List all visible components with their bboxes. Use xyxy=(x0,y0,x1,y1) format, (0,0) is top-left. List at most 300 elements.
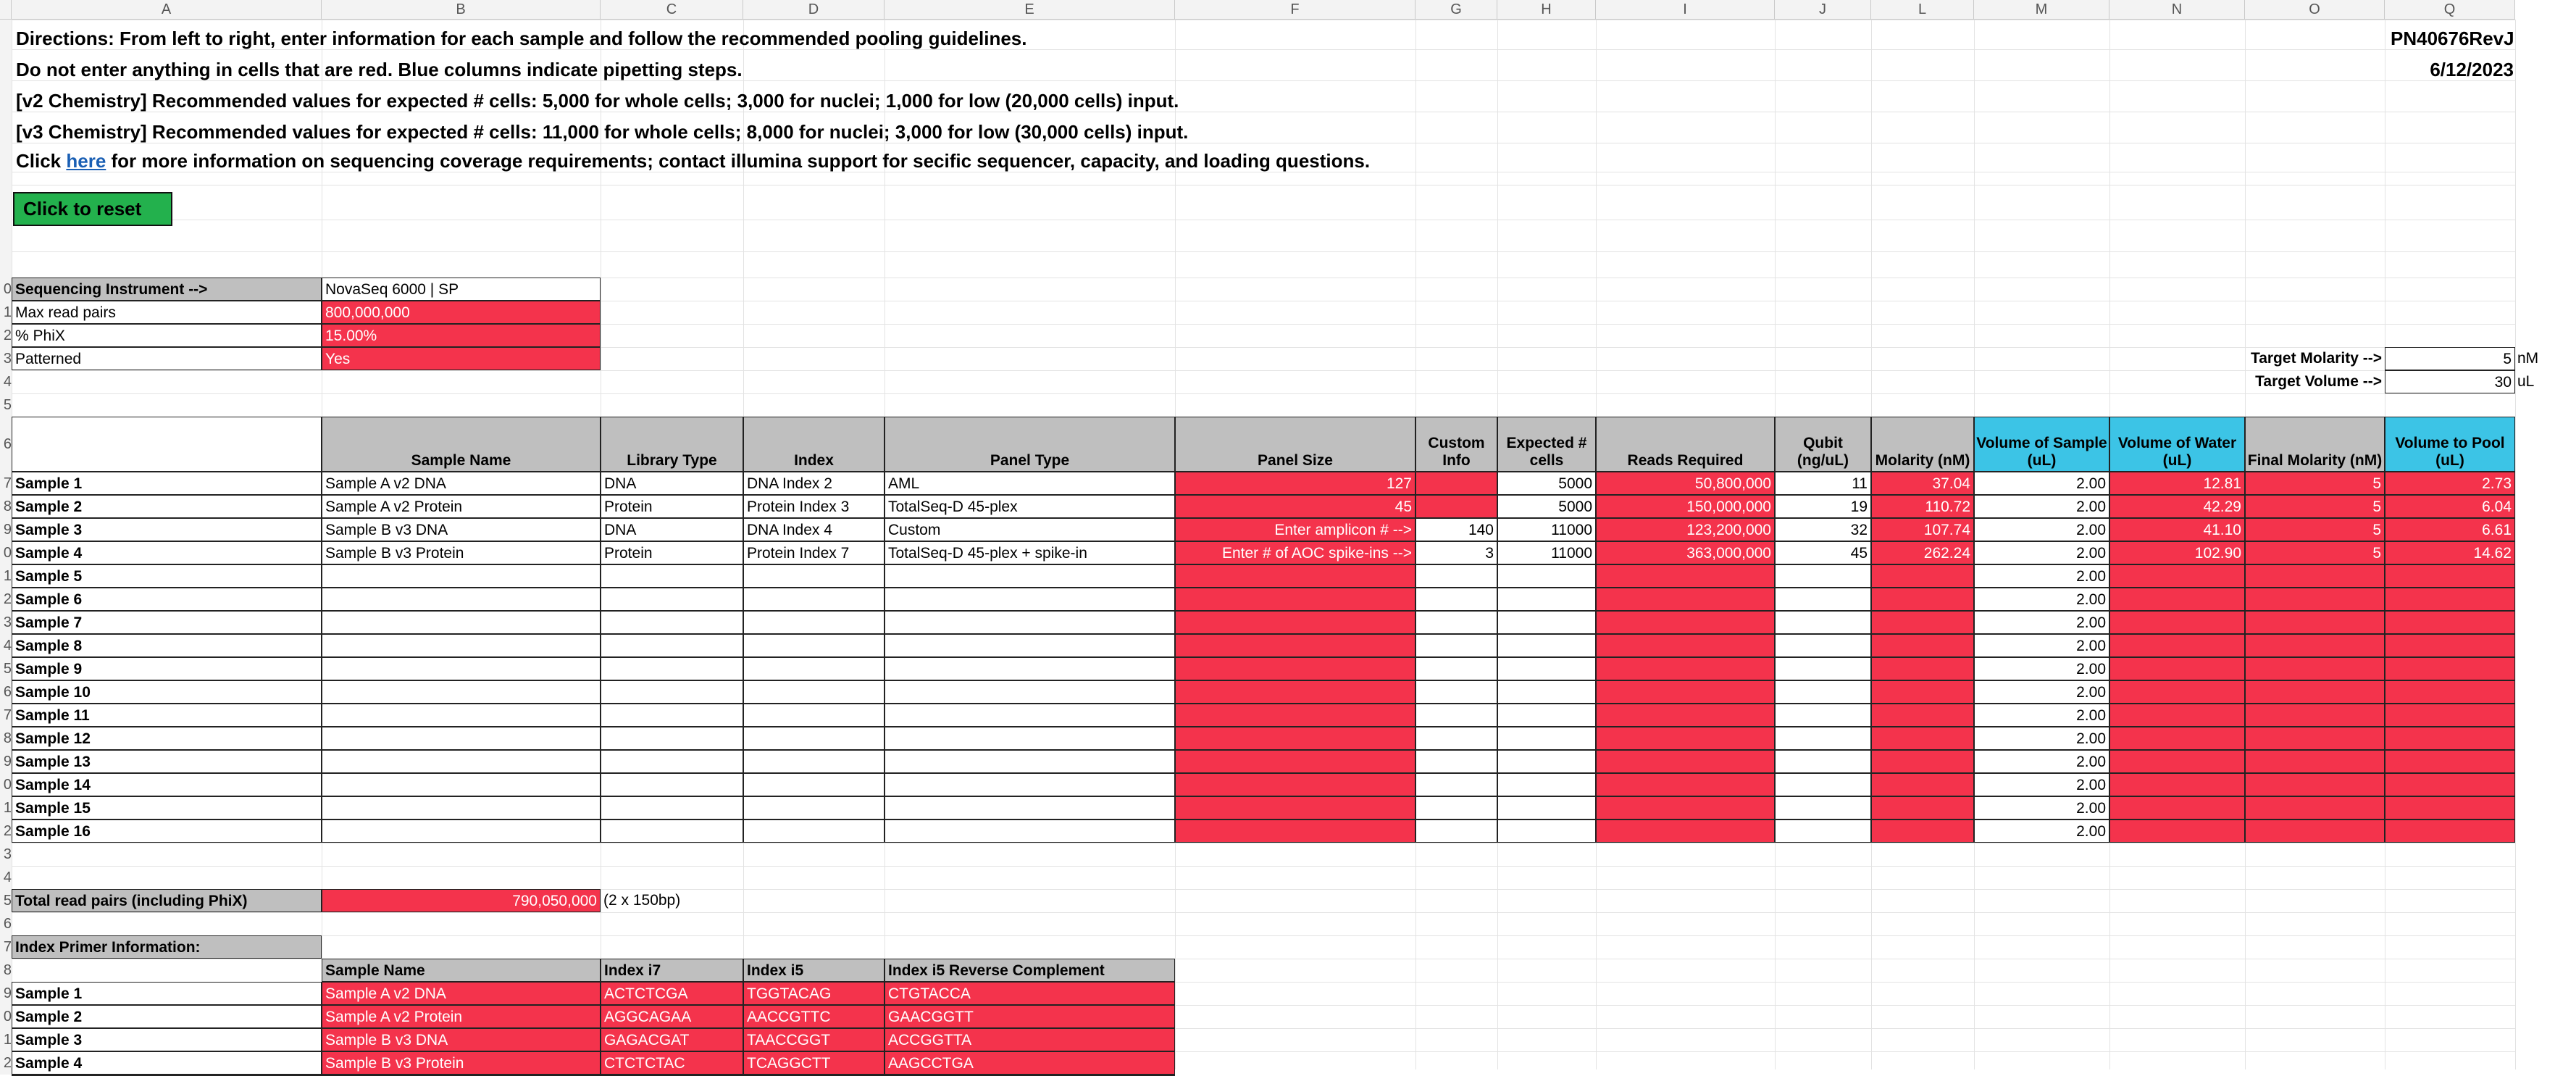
sample-name-input[interactable] xyxy=(322,704,601,727)
panel-type-input[interactable] xyxy=(885,634,1175,657)
sample-row-label: Sample 6 xyxy=(12,588,322,611)
custom-info-input xyxy=(1415,495,1497,518)
final-molarity-cell: 5 xyxy=(2245,518,2385,541)
molarity-cell xyxy=(1871,750,1974,773)
volume-sample-input[interactable]: 2.00 xyxy=(1974,541,2109,564)
reads-required-cell: 123,200,000 xyxy=(1596,518,1775,541)
volume-water-cell xyxy=(2109,611,2245,634)
final-molarity-cell xyxy=(2245,796,2385,819)
row-number[interactable]: 9 xyxy=(0,982,12,1005)
reads-required-cell: 150,000,000 xyxy=(1596,495,1775,518)
molarity-cell xyxy=(1871,704,1974,727)
library-type-input[interactable] xyxy=(601,819,743,843)
custom-info-input[interactable] xyxy=(1415,634,1497,657)
library-type-input[interactable]: DNA xyxy=(601,518,743,541)
library-type-input[interactable]: Protein xyxy=(601,495,743,518)
qubit-input[interactable] xyxy=(1775,796,1871,819)
panel-type-input[interactable]: TotalSeq-D 45-plex + spike-in xyxy=(885,541,1175,564)
expected-cells-input[interactable] xyxy=(1497,819,1596,843)
index-row-label: Sample 1 xyxy=(12,982,322,1005)
index-input[interactable] xyxy=(743,634,885,657)
row-number[interactable]: 6 xyxy=(0,912,12,935)
row-number[interactable] xyxy=(0,80,12,112)
library-type-input[interactable]: DNA xyxy=(601,472,743,495)
sample-row-label: Sample 14 xyxy=(12,773,322,796)
row-number[interactable] xyxy=(0,49,12,80)
column-header-f[interactable]: F xyxy=(1175,0,1415,20)
reads-required-cell xyxy=(1596,704,1775,727)
header-final-molarity: Final Molarity (nM) xyxy=(2245,417,2385,472)
coverage-link[interactable]: here xyxy=(66,150,106,172)
row-number[interactable]: 0 xyxy=(0,773,12,796)
row-number[interactable]: 9 xyxy=(0,518,12,541)
header-index: Index xyxy=(743,417,885,472)
sample-row-label: Sample 13 xyxy=(12,750,322,773)
library-type-input[interactable] xyxy=(601,704,743,727)
index-i7: AGGCAGAA xyxy=(601,1005,743,1028)
row-number[interactable]: 4 xyxy=(0,634,12,657)
panel-type-input[interactable] xyxy=(885,819,1175,843)
volume-sample-input[interactable]: 2.00 xyxy=(1974,796,2109,819)
row-number[interactable]: 6 xyxy=(0,417,12,472)
final-molarity-cell xyxy=(2245,634,2385,657)
instrument-label: Sequencing Instrument --> xyxy=(12,278,322,301)
panel-type-input[interactable] xyxy=(885,657,1175,680)
sample-row-label: Sample 12 xyxy=(12,727,322,750)
library-type-input[interactable] xyxy=(601,750,743,773)
volume-sample-input[interactable]: 2.00 xyxy=(1974,819,2109,843)
target-volume-input[interactable]: 30 xyxy=(2385,370,2515,393)
volume-sample-input[interactable]: 2.00 xyxy=(1974,727,2109,750)
sample-name-input[interactable] xyxy=(322,634,601,657)
row-number[interactable]: 7 xyxy=(0,704,12,727)
sample-row-label: Sample 7 xyxy=(12,611,322,634)
sample-row-label: Sample 11 xyxy=(12,704,322,727)
expected-cells-input[interactable] xyxy=(1497,680,1596,704)
gridline-horizontal xyxy=(12,866,2515,867)
volume-sample-input[interactable]: 2.00 xyxy=(1974,472,2109,495)
column-header-l[interactable]: L xyxy=(1871,0,1974,20)
row-number[interactable]: 8 xyxy=(0,495,12,518)
total-read-pairs-value: 790,050,000 xyxy=(322,889,601,912)
volume-water-cell xyxy=(2109,680,2245,704)
reads-required-cell xyxy=(1596,773,1775,796)
custom-info-input[interactable]: 3 xyxy=(1415,541,1497,564)
panel-size-cell xyxy=(1175,704,1415,727)
column-header-b[interactable]: B xyxy=(322,0,601,20)
panel-type-input[interactable] xyxy=(885,588,1175,611)
instrument-value[interactable]: NovaSeq 6000 | SP xyxy=(322,278,601,301)
volume-pool-cell xyxy=(2385,819,2515,843)
index-input[interactable]: Protein Index 3 xyxy=(743,495,885,518)
target-molarity-input[interactable]: 5 xyxy=(2385,347,2515,370)
doc-id: PN40676RevJ xyxy=(2391,28,2514,49)
row-number[interactable]: 0 xyxy=(0,278,12,301)
volume-pool-cell xyxy=(2385,634,2515,657)
volume-sample-input[interactable]: 2.00 xyxy=(1974,564,2109,588)
qubit-input[interactable] xyxy=(1775,750,1871,773)
expected-cells-input[interactable] xyxy=(1497,564,1596,588)
volume-pool-cell xyxy=(2385,657,2515,680)
panel-type-input[interactable] xyxy=(885,611,1175,634)
custom-info-input[interactable] xyxy=(1415,796,1497,819)
row-number[interactable]: 2 xyxy=(0,1051,12,1075)
reads-required-cell: 363,000,000 xyxy=(1596,541,1775,564)
header-vol-water: Volume of Water (uL) xyxy=(2109,417,2245,472)
volume-water-cell xyxy=(2109,819,2245,843)
qubit-input[interactable] xyxy=(1775,727,1871,750)
sample-name-input[interactable] xyxy=(322,819,601,843)
row-number[interactable]: 9 xyxy=(0,750,12,773)
row-number[interactable]: 2 xyxy=(0,324,12,347)
reads-required-cell xyxy=(1596,634,1775,657)
index-sample-name: Sample B v3 Protein xyxy=(322,1051,601,1075)
expected-cells-input[interactable]: 11000 xyxy=(1497,541,1596,564)
custom-info-input[interactable] xyxy=(1415,657,1497,680)
instrument-label: Patterned xyxy=(12,347,322,370)
volume-water-cell: 102.90 xyxy=(2109,541,2245,564)
row-number[interactable]: 1 xyxy=(0,301,12,324)
library-type-input[interactable]: Protein xyxy=(601,541,743,564)
column-header-j[interactable]: J xyxy=(1775,0,1871,20)
expected-cells-input[interactable] xyxy=(1497,704,1596,727)
qubit-input[interactable]: 19 xyxy=(1775,495,1871,518)
expected-cells-input[interactable] xyxy=(1497,727,1596,750)
column-header-c[interactable]: C xyxy=(601,0,743,20)
expected-cells-input[interactable] xyxy=(1497,611,1596,634)
index-input[interactable] xyxy=(743,750,885,773)
panel-type-input[interactable] xyxy=(885,796,1175,819)
sample-row-label: Sample 16 xyxy=(12,819,322,843)
gridline-horizontal xyxy=(12,935,2515,936)
row-number[interactable] xyxy=(0,251,12,278)
library-type-input[interactable] xyxy=(601,680,743,704)
directions-line-3: [v2 Chemistry] Recommended values for expected # cells: 5,000 for whole cells; 3,000 for nuclei; 1,000 for low (20,000 cells) input. xyxy=(16,90,1179,112)
volume-sample-input[interactable]: 2.00 xyxy=(1974,518,2109,541)
library-type-input[interactable] xyxy=(601,657,743,680)
volume-sample-input[interactable]: 2.00 xyxy=(1974,611,2109,634)
row-number[interactable]: 4 xyxy=(0,370,12,393)
qubit-input[interactable] xyxy=(1775,657,1871,680)
row-number[interactable]: 8 xyxy=(0,727,12,750)
target-volume-label: Target Volume --> xyxy=(2255,373,2382,390)
column-header-o[interactable]: O xyxy=(2245,0,2385,20)
gridline-horizontal xyxy=(12,912,2515,913)
header-blank xyxy=(12,417,322,472)
panel-type-input[interactable] xyxy=(885,773,1175,796)
molarity-cell xyxy=(1871,588,1974,611)
row-number[interactable]: 4 xyxy=(0,866,12,889)
row-number[interactable]: 3 xyxy=(0,611,12,634)
sample-name-input[interactable]: Sample A v2 DNA xyxy=(322,472,601,495)
index-i5: TGGTACAG xyxy=(743,982,885,1005)
molarity-cell: 262.24 xyxy=(1871,541,1974,564)
index-input[interactable] xyxy=(743,611,885,634)
qubit-input[interactable] xyxy=(1775,588,1871,611)
qubit-input[interactable] xyxy=(1775,773,1871,796)
panel-size-cell xyxy=(1175,773,1415,796)
molarity-cell: 110.72 xyxy=(1871,495,1974,518)
row-number[interactable]: 5 xyxy=(0,889,12,912)
molarity-cell xyxy=(1871,611,1974,634)
panel-size-cell xyxy=(1175,819,1415,843)
qubit-input[interactable] xyxy=(1775,680,1871,704)
index-sample-name: Sample A v2 Protein xyxy=(322,1005,601,1028)
final-molarity-cell xyxy=(2245,773,2385,796)
final-molarity-cell: 5 xyxy=(2245,495,2385,518)
molarity-cell xyxy=(1871,796,1974,819)
volume-pool-cell xyxy=(2385,680,2515,704)
sample-name-input[interactable] xyxy=(322,588,601,611)
volume-water-cell: 12.81 xyxy=(2109,472,2245,495)
index-input[interactable] xyxy=(743,704,885,727)
index-input[interactable] xyxy=(743,773,885,796)
custom-info-input[interactable] xyxy=(1415,680,1497,704)
column-header-h[interactable]: H xyxy=(1497,0,1596,20)
qubit-input[interactable] xyxy=(1775,704,1871,727)
reads-required-cell xyxy=(1596,750,1775,773)
volume-sample-input[interactable]: 2.00 xyxy=(1974,634,2109,657)
index-i7: GAGACGAT xyxy=(601,1028,743,1051)
row-number[interactable]: 5 xyxy=(0,657,12,680)
row-number[interactable]: 3 xyxy=(0,347,12,370)
header-molarity: Molarity (nM) xyxy=(1871,417,1974,472)
sample-name-input[interactable] xyxy=(322,657,601,680)
library-type-input[interactable] xyxy=(601,564,743,588)
reads-required-cell xyxy=(1596,657,1775,680)
volume-water-cell: 42.29 xyxy=(2109,495,2245,518)
row-number[interactable] xyxy=(0,20,12,49)
panel-type-input[interactable]: Custom xyxy=(885,518,1175,541)
qubit-input[interactable] xyxy=(1775,611,1871,634)
row-number[interactable]: 1 xyxy=(0,1028,12,1051)
molarity-cell: 37.04 xyxy=(1871,472,1974,495)
expected-cells-input[interactable] xyxy=(1497,796,1596,819)
final-molarity-cell xyxy=(2245,819,2385,843)
sample-name-input[interactable] xyxy=(322,750,601,773)
column-header-g[interactable]: G xyxy=(1415,0,1497,20)
volume-pool-cell: 14.62 xyxy=(2385,541,2515,564)
volume-sample-input[interactable]: 2.00 xyxy=(1974,750,2109,773)
expected-cells-input[interactable] xyxy=(1497,634,1596,657)
custom-info-input[interactable] xyxy=(1415,611,1497,634)
row-number[interactable]: 5 xyxy=(0,393,12,417)
row-number[interactable] xyxy=(0,185,12,220)
index-i5: AACCGTTC xyxy=(743,1005,885,1028)
row-number[interactable] xyxy=(0,172,12,185)
expected-cells-input[interactable] xyxy=(1497,750,1596,773)
final-molarity-cell xyxy=(2245,657,2385,680)
row-number[interactable]: 0 xyxy=(0,1005,12,1028)
sample-name-input[interactable] xyxy=(322,727,601,750)
final-molarity-cell xyxy=(2245,564,2385,588)
volume-water-cell xyxy=(2109,588,2245,611)
custom-info-input[interactable] xyxy=(1415,588,1497,611)
reads-required-cell xyxy=(1596,588,1775,611)
final-molarity-cell xyxy=(2245,750,2385,773)
molarity-cell xyxy=(1871,680,1974,704)
expected-cells-input[interactable]: 11000 xyxy=(1497,518,1596,541)
expected-cells-input[interactable]: 5000 xyxy=(1497,495,1596,518)
row-number[interactable]: 2 xyxy=(0,819,12,843)
sample-row-label: Sample 15 xyxy=(12,796,322,819)
sample-name-input[interactable]: Sample B v3 DNA xyxy=(322,518,601,541)
gridline-horizontal xyxy=(12,251,2515,252)
volume-water-cell: 41.10 xyxy=(2109,518,2245,541)
gridline-vertical xyxy=(2515,20,2516,1069)
sample-row-label: Sample 3 xyxy=(12,518,322,541)
index-input[interactable] xyxy=(743,796,885,819)
sample-name-input[interactable]: Sample A v2 Protein xyxy=(322,495,601,518)
row-number[interactable]: 3 xyxy=(0,843,12,866)
directions-line-5 xyxy=(16,150,1370,172)
row-number[interactable]: 6 xyxy=(0,680,12,704)
sample-name-input[interactable] xyxy=(322,680,601,704)
volume-pool-cell xyxy=(2385,611,2515,634)
reset-button[interactable]: Click to reset xyxy=(13,192,172,226)
header-reads-required: Reads Required xyxy=(1596,417,1775,472)
volume-sample-input[interactable]: 2.00 xyxy=(1974,773,2109,796)
panel-type-input[interactable]: TotalSeq-D 45-plex xyxy=(885,495,1175,518)
panel-type-input[interactable] xyxy=(885,727,1175,750)
expected-cells-input[interactable] xyxy=(1497,588,1596,611)
panel-type-input[interactable] xyxy=(885,750,1175,773)
index-input[interactable]: DNA Index 4 xyxy=(743,518,885,541)
index-input[interactable] xyxy=(743,564,885,588)
sample-name-input[interactable] xyxy=(322,773,601,796)
reads-required-cell xyxy=(1596,796,1775,819)
index-row-label: Sample 3 xyxy=(12,1028,322,1051)
panel-size-cell xyxy=(1175,750,1415,773)
column-header-q[interactable]: Q xyxy=(2385,0,2515,20)
panel-size-cell xyxy=(1175,727,1415,750)
volume-sample-input[interactable]: 2.00 xyxy=(1974,680,2109,704)
custom-info-input[interactable] xyxy=(1415,819,1497,843)
qubit-input[interactable] xyxy=(1775,634,1871,657)
sample-name-input[interactable]: Sample B v3 Protein xyxy=(322,541,601,564)
qubit-input[interactable]: 45 xyxy=(1775,541,1871,564)
library-type-input[interactable] xyxy=(601,611,743,634)
index-input[interactable] xyxy=(743,680,885,704)
select-all-corner[interactable] xyxy=(0,0,12,20)
instrument-label: % PhiX xyxy=(12,324,322,347)
row-number[interactable]: 7 xyxy=(0,935,12,959)
row-number[interactable]: 2 xyxy=(0,588,12,611)
index-primer-title: Index Primer Information: xyxy=(12,935,322,959)
index-input[interactable] xyxy=(743,727,885,750)
total-read-pairs-note: (2 x 150bp) xyxy=(603,892,681,909)
custom-info-input[interactable] xyxy=(1415,750,1497,773)
target-molarity-unit: nM xyxy=(2517,350,2539,367)
row-number[interactable] xyxy=(0,143,12,172)
qubit-input[interactable] xyxy=(1775,564,1871,588)
column-header-n[interactable]: N xyxy=(2109,0,2245,20)
panel-type-input[interactable] xyxy=(885,680,1175,704)
library-type-input[interactable] xyxy=(601,796,743,819)
doc-date: 6/12/2023 xyxy=(2430,59,2514,80)
column-header-e[interactable]: E xyxy=(885,0,1175,20)
qubit-input[interactable] xyxy=(1775,819,1871,843)
sample-name-input[interactable] xyxy=(322,796,601,819)
panel-type-input[interactable] xyxy=(885,564,1175,588)
column-header-i[interactable]: I xyxy=(1596,0,1775,20)
index-i7: ACTCTCGA xyxy=(601,982,743,1005)
custom-info-input[interactable] xyxy=(1415,564,1497,588)
volume-pool-cell xyxy=(2385,588,2515,611)
custom-info-input xyxy=(1415,472,1497,495)
library-type-input[interactable] xyxy=(601,588,743,611)
row-number[interactable] xyxy=(0,220,12,251)
library-type-input[interactable] xyxy=(601,634,743,657)
custom-info-input[interactable]: 140 xyxy=(1415,518,1497,541)
custom-info-input[interactable] xyxy=(1415,704,1497,727)
volume-sample-input[interactable]: 2.00 xyxy=(1974,657,2109,680)
volume-water-cell xyxy=(2109,796,2245,819)
index-input[interactable]: DNA Index 2 xyxy=(743,472,885,495)
expected-cells-input[interactable]: 5000 xyxy=(1497,472,1596,495)
sample-row-label: Sample 5 xyxy=(12,564,322,588)
instrument-label: Max read pairs xyxy=(12,301,322,324)
volume-pool-cell: 6.61 xyxy=(2385,518,2515,541)
expected-cells-input[interactable] xyxy=(1497,773,1596,796)
volume-pool-cell xyxy=(2385,773,2515,796)
column-header-d[interactable]: D xyxy=(743,0,885,20)
custom-info-input[interactable] xyxy=(1415,727,1497,750)
instrument-value: 15.00% xyxy=(322,324,601,347)
row-number[interactable]: 8 xyxy=(0,959,12,982)
final-molarity-cell xyxy=(2245,588,2385,611)
index-input[interactable] xyxy=(743,657,885,680)
library-type-input[interactable] xyxy=(601,773,743,796)
panel-size-cell xyxy=(1175,588,1415,611)
row-number[interactable]: 7 xyxy=(0,472,12,495)
panel-type-input[interactable]: AML xyxy=(885,472,1175,495)
volume-sample-input[interactable]: 2.00 xyxy=(1974,704,2109,727)
final-molarity-cell xyxy=(2245,704,2385,727)
volume-water-cell xyxy=(2109,773,2245,796)
volume-sample-input[interactable]: 2.00 xyxy=(1974,495,2109,518)
final-molarity-cell xyxy=(2245,680,2385,704)
panel-size-cell xyxy=(1175,796,1415,819)
index-header-i5: Index i5 xyxy=(743,959,885,982)
qubit-input[interactable]: 11 xyxy=(1775,472,1871,495)
index-sample-name: Sample A v2 DNA xyxy=(322,982,601,1005)
final-molarity-cell: 5 xyxy=(2245,472,2385,495)
expected-cells-input[interactable] xyxy=(1497,657,1596,680)
click-line-suffix: for more information on sequencing coverage requirements; contact illumina support for secific sequencer, capacity, and loading questions. xyxy=(106,150,1371,172)
sample-name-input[interactable] xyxy=(322,611,601,634)
index-input[interactable]: Protein Index 7 xyxy=(743,541,885,564)
panel-type-input[interactable] xyxy=(885,704,1175,727)
custom-info-input[interactable] xyxy=(1415,773,1497,796)
row-number[interactable]: 0 xyxy=(0,541,12,564)
column-header-m[interactable]: M xyxy=(1974,0,2109,20)
row-number[interactable]: 1 xyxy=(0,796,12,819)
reads-required-cell xyxy=(1596,819,1775,843)
index-input[interactable] xyxy=(743,588,885,611)
volume-sample-input[interactable]: 2.00 xyxy=(1974,588,2109,611)
qubit-input[interactable]: 32 xyxy=(1775,518,1871,541)
library-type-input[interactable] xyxy=(601,727,743,750)
column-header-a[interactable]: A xyxy=(12,0,322,20)
sample-name-input[interactable] xyxy=(322,564,601,588)
row-number[interactable]: 1 xyxy=(0,564,12,588)
molarity-cell xyxy=(1871,634,1974,657)
index-input[interactable] xyxy=(743,819,885,843)
target-volume-unit: uL xyxy=(2517,373,2535,390)
row-number[interactable] xyxy=(0,112,12,143)
gridline-horizontal xyxy=(12,370,2515,371)
